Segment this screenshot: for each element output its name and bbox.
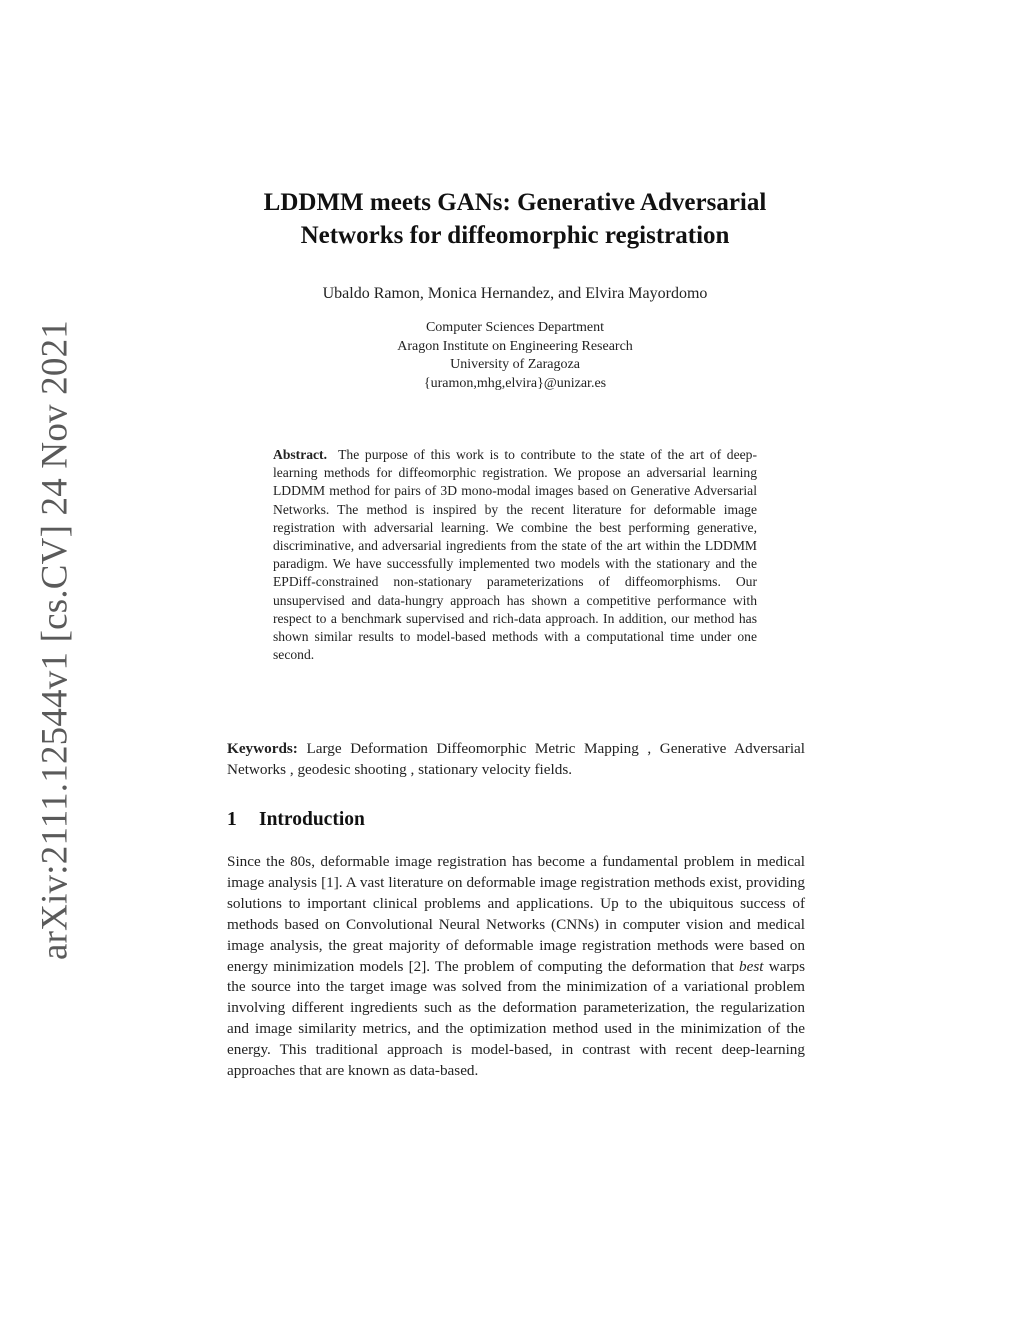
- intro-emphasis: best: [739, 957, 764, 975]
- affiliation-institute: Aragon Institute on Engineering Research: [397, 338, 633, 354]
- abstract-text: The purpose of this work is to contribute to the state of the art of deep-learning methods for diffeomorphic registration. We propose an adversarial learning LDDMM method for pairs of 3D mono-modal images based on Generative Adversarial Networks. The method is inspired by the recent literature for deformable image registration with adversarial learning. We combine the best performing generative, discriminative, and adversarial ingredients from the state of the art within the LDDMM paradigm. We have successfully implemented two models with the stationary and the EPDiff-constrained non-stationary parameterizations of diffeomorphisms. Our unsupervised and data-hungry approach has shown a competitive performance with respect to a benchmark supervised and rich-data approach. In addition, our method has shown similar results to model-based methods with a computational time under one second.: [273, 447, 757, 663]
- affiliation-email: {uramon,mhg,elvira}@unizar.es: [423, 375, 607, 391]
- section-heading-introduction: [227, 809, 365, 831]
- keywords-paragraph: [227, 738, 805, 780]
- affiliation-department: Computer Sciences Department: [425, 320, 605, 335]
- paper-title: [200, 186, 830, 252]
- keywords-text: Large Deformation Diffeomorphic Metric Mapping , Generative Adversarial Networks , geodesic shooting , stationary velocity fields.: [227, 740, 806, 778]
- introduction-paragraph: [227, 852, 805, 1082]
- title-line-1: LDDMM meets GANs: Generative Adversarial: [263, 189, 767, 216]
- author-list: Ubaldo Ramon, Monica Hernandez, and Elvira Mayordomo: [322, 285, 708, 302]
- affiliation-university: University of Zaragoza: [450, 357, 580, 372]
- section-number: 1: [227, 809, 237, 830]
- section-title: Introduction: [259, 809, 365, 830]
- abstract-heading: Abstract.: [273, 447, 327, 462]
- arxiv-identifier-stamp: arXiv:2111.12544v1 [cs.CV] 24 Nov 2021: [34, 320, 76, 960]
- title-line-2: Networks for diffeomorphic registration: [300, 222, 730, 249]
- affiliation-block: [300, 319, 730, 393]
- abstract-paragraph: [273, 446, 757, 664]
- intro-text-part-2: warps the source into the target image was solved from the minimization of a variational problem involving different ingredients such as the deformation parameterization, the regularization and image similarity metrics, and the optimization method used in the minimization of the energy. This traditional approach is model-based, in contrast with recent deep-learning approaches that are known as data-based.: [227, 957, 805, 1080]
- keywords-heading: Keywords:: [227, 740, 298, 757]
- intro-text-part-1: Since the 80s, deformable image registration has become a fundamental problem in medical image analysis [1]. A vast literature on deformable image registration methods exist, providing solutions to important clinical problems and applications. Up to the ubiquitous success of methods based on Convolutional Neural Networks (CNNs) in computer vision and medical image analysis, the great majority of deformable image registration methods were based on energy minimization models [2]. The problem of computing the deformation that: [227, 853, 805, 975]
